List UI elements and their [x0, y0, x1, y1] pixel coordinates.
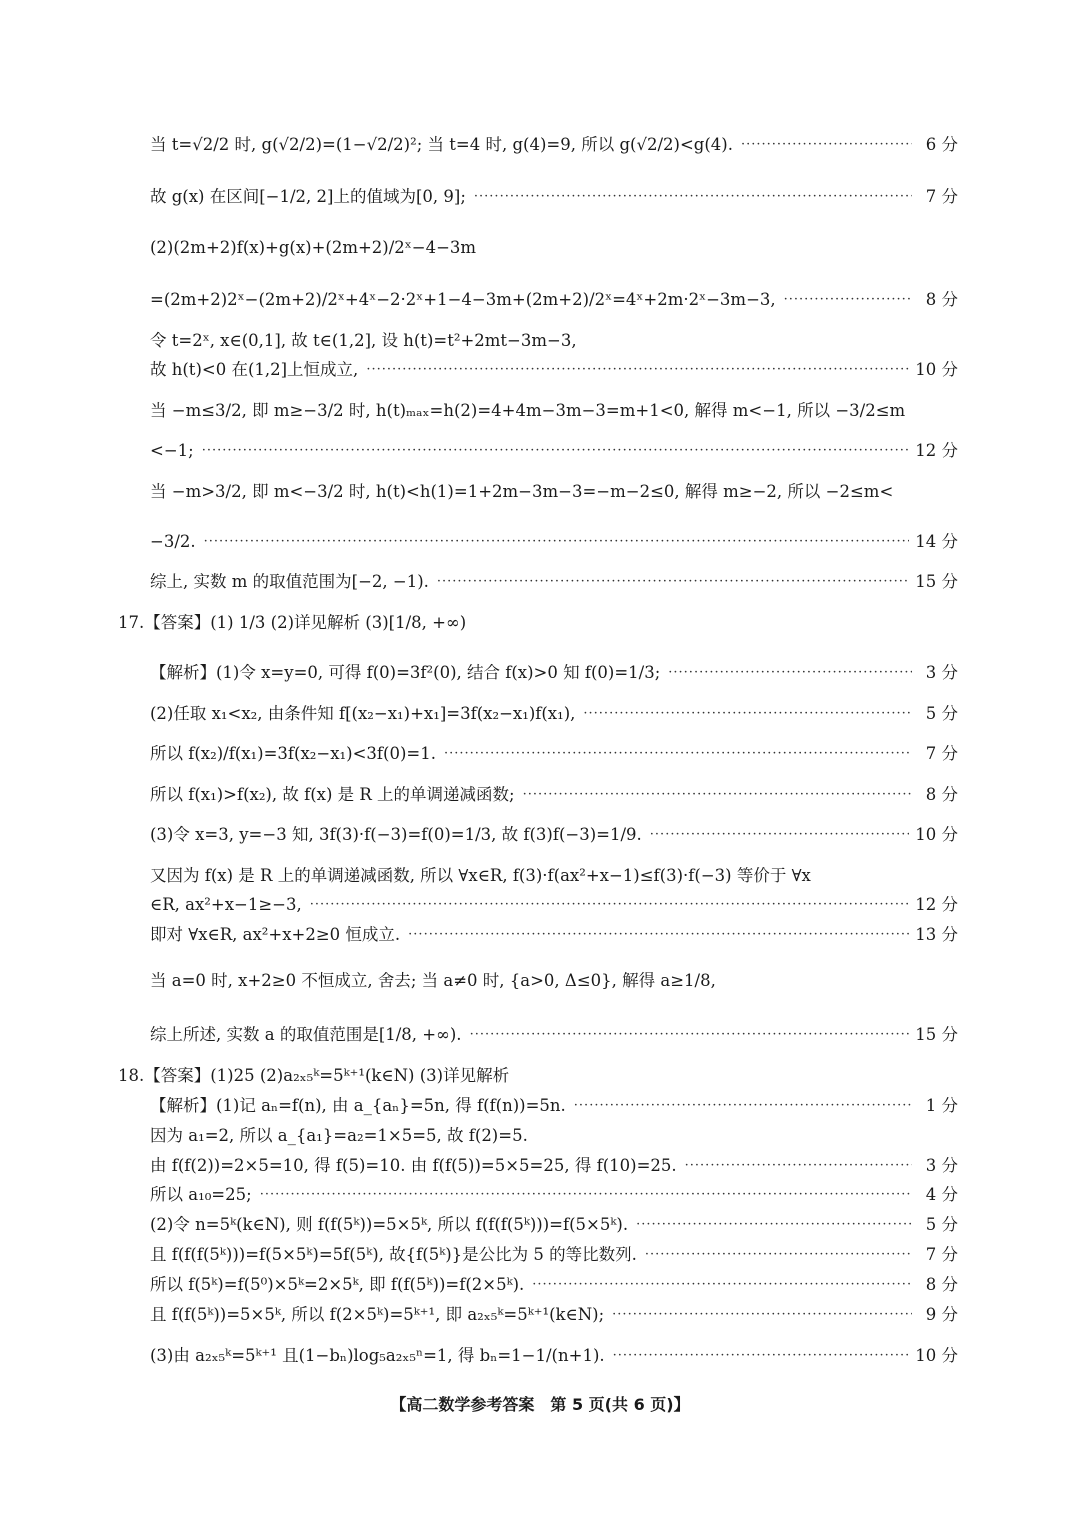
line-text: 且 f(f(5ᵏ))=5×5ᵏ, 所以 f(2×5ᵏ)=5ᵏ⁺¹, 即 a₂ₓ₅ᵏ=5ᵏ⁺¹(k∈N);	[150, 1305, 605, 1324]
line-text: (3)由 a₂ₓ₅ᵏ=5ᵏ⁺¹ 且(1−bₙ)log₅a₂ₓ₅ⁿ=1, 得 bₙ=1−1/(n+1).	[150, 1346, 605, 1365]
line-text: 故 h(t)<0 在(1,2]上恒成立,	[150, 360, 359, 379]
solution-line	[150, 971, 958, 991]
line-text: 所以 f(x₂)/f(x₁)=3f(x₂−x₁)<3f(0)=1.	[150, 744, 436, 763]
line-text: 综上, 实数 m 的取值范围为[−2, −1).	[150, 572, 429, 591]
score-label: 15 分	[915, 1025, 958, 1044]
score-label: 10 分	[915, 825, 958, 844]
score-label: 10 分	[915, 1346, 958, 1365]
solution-line	[150, 1245, 958, 1265]
solution-line	[150, 1185, 958, 1205]
leader-dots	[613, 1346, 910, 1366]
solution-line	[150, 895, 958, 915]
line-text: =(2m+2)2ˣ−(2m+2)/2ˣ+4ˣ−2·2ˣ+1−4−3m+(2m+2)/2ˣ=4ˣ+2m·2ˣ−3m−3,	[150, 290, 776, 309]
leader-dots	[650, 825, 909, 845]
line-text: 令 t=2ˣ, x∈(0,1], 故 t∈(1,2], 设 h(t)=t²+2mt−3m−3,	[150, 331, 577, 350]
score-label: 8 分	[925, 1275, 958, 1294]
leader-dots	[645, 1245, 912, 1265]
line-text: 又因为 f(x) 是 R 上的单调递减函数, 所以 ∀x∈R, f(3)·f(ax²+x−1)≤f(3)·f(−3) 等价于 ∀x	[150, 866, 811, 885]
solution-line	[150, 135, 958, 155]
score-label: 15 分	[915, 572, 958, 591]
solution-line	[150, 744, 958, 764]
score-label: 1 分	[925, 1096, 958, 1115]
line-text: 即对 ∀x∈R, ax²+x+2≥0 恒成立.	[150, 925, 401, 944]
line-text: 18.【答案】(1)25 (2)a₂ₓ₅ᵏ=5ᵏ⁺¹(k∈N) (3)详见解析	[118, 1066, 510, 1085]
line-text: 且 f(f(f(5ᵏ)))=f(5×5ᵏ)=5f(5ᵏ), 故{f(5ᵏ)}是公比为 5 的等比数列.	[150, 1245, 637, 1264]
line-text: −3/2.	[150, 532, 196, 551]
solution-line	[150, 187, 958, 207]
score-label: 8 分	[925, 785, 958, 804]
solution-line	[150, 1346, 958, 1366]
line-text: 【解析】(1)记 aₙ=f(n), 由 a_{aₙ}=5n, 得 f(f(n))=5n.	[150, 1096, 566, 1115]
line-text: 所以 a₁₀=25;	[150, 1185, 252, 1204]
line-text: 17.【答案】(1) 1/3 (2)详见解析 (3)[1/8, +∞)	[118, 613, 467, 632]
leader-dots	[612, 1305, 912, 1325]
score-label: 12 分	[915, 895, 958, 914]
question-18-answer	[118, 1066, 958, 1086]
solution-line	[150, 1156, 958, 1176]
leader-dots	[470, 1025, 910, 1045]
score-label: 13 分	[915, 925, 958, 944]
leader-dots	[574, 1096, 912, 1116]
solution-line	[150, 785, 958, 805]
leader-dots	[260, 1185, 912, 1205]
leader-dots	[741, 135, 912, 155]
line-text: 所以 f(x₁)>f(x₂), 故 f(x) 是 R 上的单调递减函数;	[150, 785, 515, 804]
line-text: (2)令 n=5ᵏ(k∈N), 则 f(f(5ᵏ))=5×5ᵏ, 所以 f(f(f(5ᵏ)))=f(5×5ᵏ).	[150, 1215, 629, 1234]
leader-dots	[204, 532, 910, 552]
leader-dots	[636, 1215, 912, 1235]
line-text: 当 −m>3/2, 即 m<−3/2 时, h(t)<h(1)=1+2m−3m−3=−m−2≤0, 解得 m≥−2, 所以 −2≤m<	[150, 482, 894, 501]
leader-dots	[437, 572, 909, 592]
solution-line	[150, 290, 958, 310]
solution-line	[150, 532, 958, 552]
solution-line	[150, 704, 958, 724]
question-17-answer	[118, 613, 958, 633]
solution-line	[150, 1215, 958, 1235]
leader-dots	[474, 187, 912, 207]
score-label: 8 分	[925, 290, 958, 309]
solution-line	[150, 1305, 958, 1325]
solution-line	[150, 1126, 958, 1146]
score-label: 7 分	[925, 187, 958, 206]
leader-dots	[685, 1156, 912, 1176]
leader-dots	[444, 744, 912, 764]
solution-line	[150, 401, 958, 421]
solution-line	[150, 572, 958, 592]
solution-line	[150, 238, 958, 258]
leader-dots	[784, 290, 912, 310]
score-label: 3 分	[925, 663, 958, 682]
solution-line	[150, 1025, 958, 1045]
score-label: 12 分	[915, 441, 958, 460]
solution-line	[150, 1275, 958, 1295]
score-label: 5 分	[925, 704, 958, 723]
line-text: 当 a=0 时, x+2≥0 不恒成立, 舍去; 当 a≠0 时, {a>0, Δ≤0}, 解得 a≥1/8,	[150, 971, 716, 990]
line-text: (2)(2m+2)f(x)+g(x)+(2m+2)/2ˣ−4−3m	[150, 238, 477, 257]
solution-line	[150, 1096, 958, 1116]
score-label: 14 分	[915, 532, 958, 551]
solution-line	[150, 331, 958, 351]
solution-line	[150, 663, 958, 683]
leader-dots	[583, 704, 912, 724]
score-label: 4 分	[925, 1185, 958, 1204]
line-text: 所以 f(5ᵏ)=f(5⁰)×5ᵏ=2×5ᵏ, 即 f(f(5ᵏ))=f(2×5ᵏ).	[150, 1275, 525, 1294]
leader-dots	[366, 360, 909, 380]
solution-line	[150, 360, 958, 380]
line-text: <−1;	[150, 441, 194, 460]
line-text: ∈R, ax²+x−1≥−3,	[150, 895, 302, 914]
score-label: 7 分	[925, 744, 958, 763]
line-text: 【解析】(1)令 x=y=0, 可得 f(0)=3f²(0), 结合 f(x)>0 知 f(0)=1/3;	[150, 663, 661, 682]
leader-dots	[202, 441, 910, 461]
line-text: (2)任取 x₁<x₂, 由条件知 f[(x₂−x₁)+x₁]=3f(x₂−x₁)f(x₁),	[150, 704, 576, 723]
solution-line	[150, 441, 958, 461]
score-label: 5 分	[925, 1215, 958, 1234]
solution-line	[150, 825, 958, 845]
line-text: 故 g(x) 在区间[−1/2, 2]上的值域为[0, 9];	[150, 187, 466, 206]
line-text: 综上所述, 实数 a 的取值范围是[1/8, +∞).	[150, 1025, 462, 1044]
line-text: 因为 a₁=2, 所以 a_{a₁}=a₂=1×5=5, 故 f(2)=5.	[150, 1126, 528, 1145]
score-label: 3 分	[925, 1156, 958, 1175]
page-footer: 【高二数学参考答案 第 5 页(共 6 页)】	[390, 1395, 690, 1414]
line-text: (3)令 x=3, y=−3 知, 3f(3)·f(−3)=f(0)=1/3, 故 f(3)f(−3)=1/9.	[150, 825, 642, 844]
line-text: 当 t=√2/2 时, g(√2/2)=(1−√2/2)²; 当 t=4 时, g(4)=9, 所以 g(√2/2)<g(4).	[150, 135, 733, 154]
leader-dots	[310, 895, 910, 915]
line-text: 当 −m≤3/2, 即 m≥−3/2 时, h(t)ₘₐₓ=h(2)=4+4m−3m−3=m+1<0, 解得 m<−1, 所以 −3/2≤m	[150, 401, 906, 420]
score-label: 6 分	[925, 135, 958, 154]
line-text: 由 f(f(2))=2×5=10, 得 f(5)=10. 由 f(f(5))=5×5=25, 得 f(10)=25.	[150, 1156, 677, 1175]
leader-dots	[523, 785, 912, 805]
leader-dots	[408, 925, 909, 945]
score-label: 7 分	[925, 1245, 958, 1264]
solution-line	[150, 925, 958, 945]
score-label: 9 分	[925, 1305, 958, 1324]
leader-dots	[532, 1275, 912, 1295]
solution-line	[150, 482, 958, 502]
solution-line	[150, 866, 958, 886]
leader-dots	[668, 663, 912, 683]
score-label: 10 分	[915, 360, 958, 379]
